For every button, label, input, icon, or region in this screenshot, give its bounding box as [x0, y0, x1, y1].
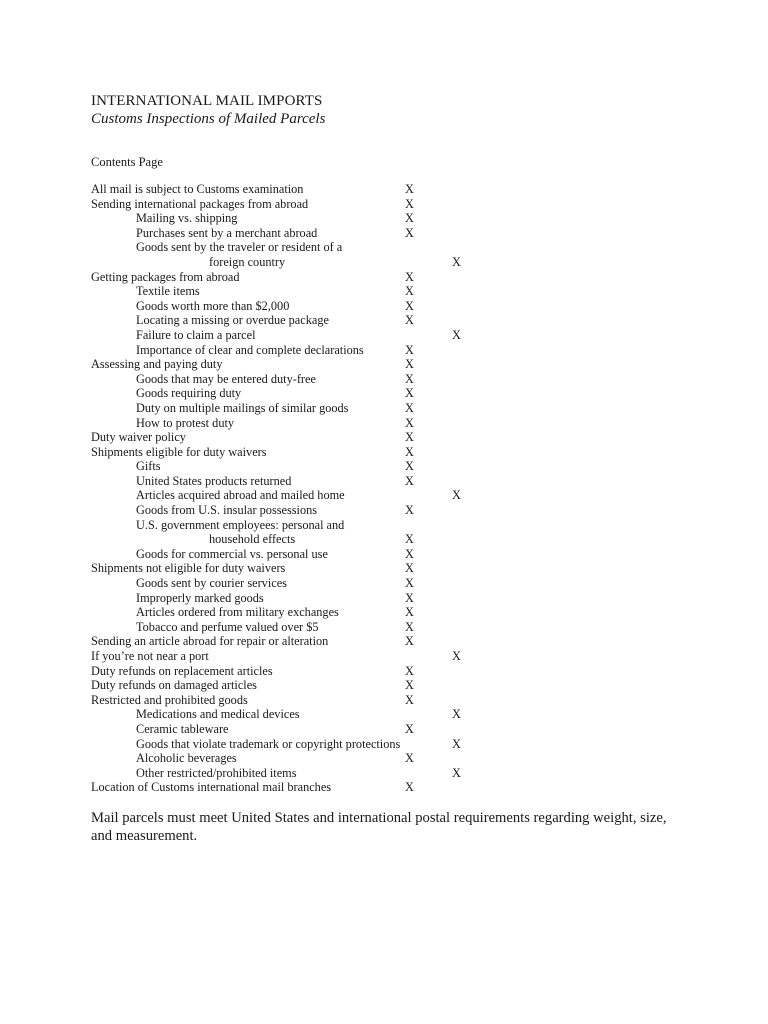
toc-entry-mark: X	[405, 532, 414, 547]
toc-entry-mark: X	[405, 444, 414, 459]
toc-row	[0, 372, 768, 387]
toc-row	[0, 197, 768, 212]
toc-entry-mark: X	[405, 751, 414, 766]
toc-entry-mark: X	[405, 780, 414, 795]
toc-entry-mark: X	[405, 721, 414, 736]
toc-row	[0, 591, 768, 606]
toc-entry-label: If you’re not near a port	[91, 649, 209, 663]
toc-entry-label: Importance of clear and complete declarations	[136, 342, 364, 357]
toc-row	[0, 664, 768, 679]
toc-entry-mark: X	[405, 357, 414, 372]
footer-note: Mail parcels must meet United States and international postal requirements regarding weight, size, and measurement.	[91, 810, 667, 844]
toc-row	[0, 386, 768, 401]
toc-entry-label: Goods requiring duty	[136, 386, 242, 401]
toc-entry-label: Alcoholic beverages	[136, 751, 237, 766]
toc-entry-mark: X	[405, 430, 414, 445]
toc-entry-label: United States products returned	[136, 473, 292, 488]
toc-entry-mark: X	[405, 473, 414, 488]
toc-row	[0, 547, 768, 562]
toc-entry-mark: X	[405, 342, 414, 357]
toc-entry-label: Textile items	[136, 284, 200, 299]
toc-entry-mark: X	[405, 182, 414, 196]
toc-entry-mark: X	[452, 649, 461, 663]
toc-row	[0, 722, 768, 737]
toc-entry-label: Goods from U.S. insular possessions	[136, 503, 318, 518]
toc-entry-label: Restricted and prohibited goods	[91, 692, 248, 707]
toc-entry-mark: X	[452, 736, 461, 751]
toc-row	[0, 678, 768, 693]
toc-entry-mark: X	[452, 254, 461, 269]
toc-entry-label: Articles ordered from military exchanges	[136, 605, 339, 620]
toc-entry-mark: X	[405, 415, 414, 430]
toc-entry-mark: X	[405, 619, 414, 634]
toc-entry-label: Gifts	[136, 459, 161, 474]
toc-row	[0, 474, 768, 489]
toc-entry-label: Goods that may be entered duty-free	[136, 371, 316, 386]
table-of-contents	[0, 182, 768, 795]
toc-entry-label: Duty refunds on damaged articles	[91, 678, 257, 693]
toc-row	[0, 328, 768, 343]
toc-entry-label: Goods that violate trademark or copyright protections	[136, 736, 401, 751]
toc-entry-label: Duty refunds on replacement articles	[91, 663, 273, 678]
toc-entry-mark: X	[405, 371, 414, 386]
toc-entry-mark: X	[405, 590, 414, 605]
toc-row	[0, 255, 768, 270]
toc-entry-mark: X	[405, 634, 414, 649]
toc-entry-label: Sending an article abroad for repair or alteration	[91, 634, 329, 649]
toc-entry-mark: X	[405, 196, 414, 211]
toc-entry-label: Sending international packages from abroad	[91, 196, 309, 211]
toc-entry-label: foreign country	[209, 254, 286, 269]
toc-entry-label: Assessing and paying duty	[91, 357, 223, 372]
toc-entry-mark: X	[452, 707, 461, 722]
toc-row	[0, 503, 768, 518]
toc-entry-label: Tobacco and perfume valued over $5	[136, 619, 319, 634]
toc-entry-mark: X	[405, 503, 414, 518]
toc-row	[0, 416, 768, 431]
toc-entry-mark: X	[405, 459, 414, 474]
toc-row	[0, 620, 768, 635]
toc-row	[0, 445, 768, 460]
toc-entry-mark: X	[405, 400, 414, 415]
toc-row	[0, 561, 768, 576]
toc-entry-label: Articles acquired abroad and mailed home	[136, 488, 345, 503]
toc-row	[0, 693, 768, 708]
toc-entry-label: How to protest duty	[136, 415, 235, 430]
document-title: INTERNATIONAL MAIL IMPORTS	[91, 93, 323, 109]
toc-row	[0, 751, 768, 766]
toc-entry-label: Locating a missing or overdue package	[136, 313, 329, 328]
toc-entry-mark: X	[405, 663, 414, 678]
toc-row	[0, 766, 768, 781]
toc-entry-mark: X	[452, 765, 461, 780]
toc-entry-label: Shipments not eligible for duty waivers	[91, 561, 286, 576]
toc-row	[0, 649, 768, 664]
toc-row	[0, 459, 768, 474]
toc-entry-mark: X	[405, 605, 414, 620]
toc-entry-mark: X	[405, 225, 414, 240]
toc-row	[0, 313, 768, 328]
toc-row	[0, 737, 768, 752]
toc-entry-label: Medications and medical devices	[136, 707, 300, 722]
toc-row	[0, 532, 768, 547]
toc-entry-mark: X	[452, 327, 461, 342]
toc-row	[0, 182, 768, 197]
toc-entry-label: Other restricted/prohibited items	[136, 765, 297, 780]
toc-row	[0, 270, 768, 285]
toc-entry-label: Duty waiver policy	[91, 430, 186, 445]
toc-row	[0, 284, 768, 299]
toc-entry-label: Goods for commercial vs. personal use	[136, 546, 328, 561]
contents-heading: Contents Page	[91, 155, 163, 169]
toc-entry-label: All mail is subject to Customs examination	[91, 182, 304, 196]
toc-row	[0, 634, 768, 649]
toc-entry-mark: X	[405, 561, 414, 576]
toc-row	[0, 488, 768, 503]
toc-entry-label: Goods worth more than $2,000	[136, 298, 290, 313]
toc-entry-mark: X	[405, 576, 414, 591]
toc-entry-mark: X	[405, 692, 414, 707]
toc-row	[0, 518, 768, 533]
toc-entry-label: U.S. government employees: personal and	[136, 517, 345, 532]
toc-entry-mark: X	[405, 386, 414, 401]
document-subtitle: Customs Inspections of Mailed Parcels	[91, 111, 326, 127]
toc-entry-label: Improperly marked goods	[136, 590, 264, 605]
toc-entry-label: Goods sent by courier services	[136, 576, 287, 591]
toc-entry-mark: X	[405, 269, 414, 284]
toc-entry-mark: X	[405, 678, 414, 693]
toc-row	[0, 576, 768, 591]
toc-entry-label: Goods sent by the traveler or resident of a	[136, 240, 343, 255]
toc-entry-mark: X	[452, 488, 461, 503]
toc-entry-label: Ceramic tableware	[136, 721, 229, 736]
toc-row	[0, 226, 768, 241]
toc-entry-label: Shipments eligible for duty waivers	[91, 444, 267, 459]
toc-row	[0, 211, 768, 226]
toc-row	[0, 343, 768, 358]
toc-row	[0, 299, 768, 314]
toc-entry-mark: X	[405, 546, 414, 561]
toc-entry-label: Getting packages from abroad	[91, 269, 240, 284]
toc-row	[0, 780, 768, 795]
toc-entry-mark: X	[405, 298, 414, 313]
toc-entry-label: Duty on multiple mailings of similar goods	[136, 400, 349, 415]
toc-row	[0, 357, 768, 372]
toc-entry-label: Failure to claim a parcel	[136, 327, 256, 342]
toc-entry-mark: X	[405, 284, 414, 299]
toc-entry-mark: X	[405, 211, 414, 226]
toc-entry-label: Purchases sent by a merchant abroad	[136, 225, 318, 240]
toc-row	[0, 605, 768, 620]
toc-entry-label: household effects	[209, 532, 296, 547]
toc-entry-label: Location of Customs international mail branches	[91, 780, 332, 795]
toc-row	[0, 707, 768, 722]
toc-row	[0, 401, 768, 416]
toc-row	[0, 430, 768, 445]
toc-row	[0, 240, 768, 255]
toc-entry-mark: X	[405, 313, 414, 328]
toc-entry-label: Mailing vs. shipping	[136, 211, 238, 226]
